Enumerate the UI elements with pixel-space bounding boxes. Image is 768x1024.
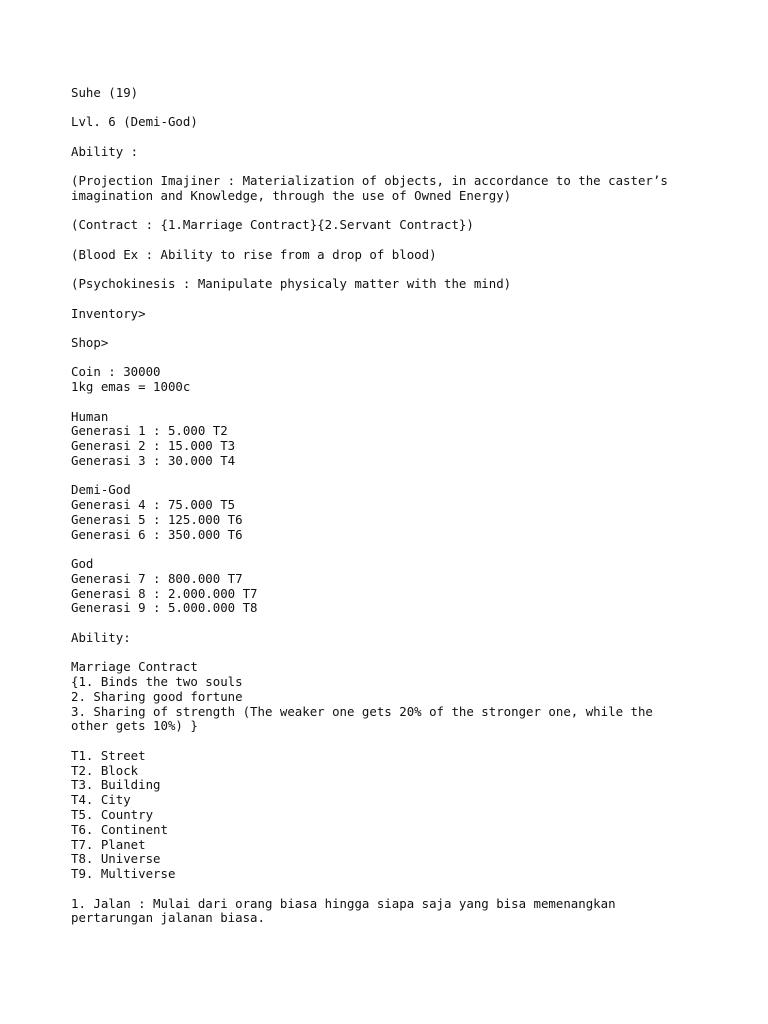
text-line: Ability: [71, 629, 131, 645]
text-line: T6. Continent [71, 821, 168, 837]
paragraph [71, 86, 711, 101]
text-line: Inventory> [71, 305, 146, 321]
text-line: T2. Block [71, 762, 139, 778]
text-line: Generasi 3 : 30.000 T4 [71, 452, 236, 468]
text-line: T7. Planet [71, 836, 146, 852]
text-line: Marriage Contract [71, 659, 198, 675]
paragraph [71, 248, 711, 263]
document-page [71, 86, 711, 941]
text-line: (Psychokinesis : Manipulate physicaly matter with the mind) [71, 276, 512, 292]
text-line: Human [71, 408, 109, 424]
text-line: imagination and Knowledge, through the use of Owned Energy) [71, 187, 512, 203]
text-line: Generasi 1 : 5.000 T2 [71, 423, 228, 439]
text-line: {1. Binds the two souls [71, 674, 243, 690]
paragraph [71, 174, 711, 204]
text-line: Shop> [71, 334, 109, 350]
text-line: T8. Universe [71, 851, 161, 867]
text-line: 3. Sharing of strength (The weaker one gets 20% of the stronger one, while the [71, 703, 653, 719]
paragraph [71, 218, 711, 233]
paragraph [71, 631, 711, 646]
paragraph [71, 557, 711, 616]
paragraph [71, 115, 711, 130]
text-line: Demi-God [71, 482, 131, 498]
text-line: 1. Jalan : Mulai dari orang biasa hingga siapa saja yang bisa memenangkan [71, 895, 616, 911]
paragraph [71, 307, 711, 322]
text-line: (Projection Imajiner : Materialization of objects, in accordance to the caster’s [71, 173, 668, 189]
text-line: Ability : [71, 143, 139, 159]
text-line: Generasi 5 : 125.000 T6 [71, 511, 243, 527]
text-line: 2. Sharing good fortune [71, 688, 243, 704]
text-line: Generasi 4 : 75.000 T5 [71, 497, 236, 513]
paragraph [71, 897, 711, 927]
text-line: (Contract : {1.Marriage Contract}{2.Servant Contract}) [71, 217, 474, 233]
paragraph [71, 277, 711, 292]
text-line: Generasi 2 : 15.000 T3 [71, 438, 236, 454]
paragraph [71, 365, 711, 395]
text-line: T1. Street [71, 747, 146, 763]
text-line: pertarungan jalanan biasa. [71, 910, 265, 926]
text-line: Coin : 30000 [71, 364, 161, 380]
text-line: T4. City [71, 792, 131, 808]
text-line: (Blood Ex : Ability to rise from a drop of blood) [71, 246, 437, 262]
paragraph [71, 483, 711, 542]
text-line: Generasi 6 : 350.000 T6 [71, 526, 243, 542]
text-line: Generasi 7 : 800.000 T7 [71, 570, 243, 586]
text-line: other gets 10%) } [71, 718, 198, 734]
text-line: T9. Multiverse [71, 866, 176, 882]
paragraph [71, 410, 711, 469]
paragraph [71, 336, 711, 351]
text-line: 1kg emas = 1000c [71, 379, 191, 395]
text-line: Lvl. 6 (Demi-God) [71, 114, 198, 130]
text-line: Generasi 8 : 2.000.000 T7 [71, 585, 258, 601]
paragraph [71, 660, 711, 734]
paragraph [71, 145, 711, 160]
text-line: T5. Country [71, 807, 154, 822]
text-line: T3. Building [71, 777, 161, 793]
text-line: Generasi 9 : 5.000.000 T8 [71, 600, 258, 616]
text-line: Suhe (19) [71, 85, 139, 100]
paragraph [71, 749, 711, 882]
text-line: God [71, 556, 94, 572]
